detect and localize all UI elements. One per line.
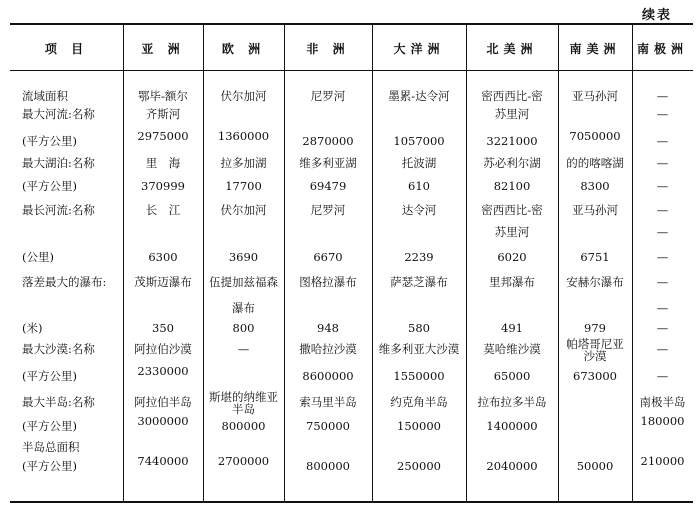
table-cell: — bbox=[656, 107, 669, 121]
table-cell: 2239 bbox=[404, 250, 434, 264]
table-cell: 的的喀喀湖 bbox=[566, 156, 624, 170]
table-cell: 维多利亚湖 bbox=[299, 156, 357, 170]
table-cell: — bbox=[656, 203, 669, 217]
table-cell: 673000 bbox=[573, 369, 617, 383]
table-cell: — bbox=[656, 275, 669, 289]
column-header: 非 洲 bbox=[306, 41, 350, 56]
table-cell: 1057000 bbox=[393, 134, 445, 148]
table-top-rule bbox=[10, 23, 693, 25]
table-cell: 50000 bbox=[576, 459, 614, 473]
table-cell: 里邦瀑布 bbox=[489, 275, 535, 289]
table-cell: 979 bbox=[584, 321, 606, 335]
row-label: (平方公里) bbox=[22, 179, 77, 193]
table-cell: — bbox=[656, 342, 669, 356]
table-cell: 2330000 bbox=[137, 364, 189, 378]
table-cell: 8600000 bbox=[302, 369, 354, 383]
column-header: 项 目 bbox=[44, 41, 89, 56]
row-label: (平方公里) bbox=[22, 134, 77, 148]
table-cell: 尼罗河 bbox=[310, 89, 346, 103]
table-cell: 南极半岛 bbox=[639, 395, 686, 409]
table-cell: 达令河 bbox=[401, 203, 437, 217]
table-cell: 69479 bbox=[309, 179, 347, 193]
table-cell: 3690 bbox=[228, 250, 259, 264]
table-cell: 1400000 bbox=[486, 419, 538, 433]
row-label: (平方公里) bbox=[22, 419, 77, 433]
table-cell: 2870000 bbox=[302, 134, 354, 148]
column-header: 南极洲 bbox=[636, 41, 688, 56]
table-cell: 1360000 bbox=[217, 129, 270, 143]
table-cell: 尼罗河 bbox=[310, 203, 346, 217]
table-cell: 180000 bbox=[640, 414, 685, 428]
column-header: 亚 洲 bbox=[141, 41, 185, 56]
table-cell: — bbox=[656, 89, 669, 103]
table-cell: 580 bbox=[408, 321, 430, 335]
table-cell: — bbox=[656, 250, 669, 264]
row-label: 最长河流:名称 bbox=[22, 203, 95, 217]
table-cell: 210000 bbox=[640, 454, 685, 468]
row-label: (平方公里) bbox=[22, 459, 77, 473]
row-label: 最大河流:名称 bbox=[22, 107, 95, 121]
column-header: 大洋洲 bbox=[393, 41, 445, 56]
table-cell: 撒哈拉沙漠 bbox=[299, 342, 357, 356]
table-cell: 3221000 bbox=[486, 134, 538, 148]
table-cell: 齐斯河 bbox=[145, 107, 181, 121]
table-cell: 托波湖 bbox=[401, 156, 437, 170]
table-cell: 491 bbox=[501, 321, 523, 335]
table-cell: 茂斯迈瀑布 bbox=[134, 275, 192, 289]
row-label: (米) bbox=[22, 321, 43, 335]
table-cell: — bbox=[237, 342, 250, 356]
row-label: 流域面积 bbox=[22, 89, 68, 103]
table-cell: 2700000 bbox=[217, 454, 270, 468]
table-cell: 苏里河 bbox=[494, 225, 530, 239]
table-cell: — bbox=[656, 179, 669, 193]
table-cell: 1550000 bbox=[393, 369, 445, 383]
row-label: (平方公里) bbox=[22, 369, 77, 383]
table-cell: 亚马孙河 bbox=[572, 89, 618, 103]
row-label: 最大半岛:名称 bbox=[22, 395, 95, 409]
table-cell: 610 bbox=[408, 179, 430, 193]
table-cell: 250000 bbox=[397, 459, 441, 473]
column-header: 南美洲 bbox=[569, 41, 621, 56]
table-cell: 索马里半岛 bbox=[299, 395, 357, 409]
table-cell: — bbox=[656, 301, 669, 315]
table-cell: — bbox=[656, 369, 669, 383]
table-cell: 密西西比-密 bbox=[481, 89, 543, 103]
table-bottom-rule bbox=[10, 501, 693, 503]
table-cell: 图格拉瀑布 bbox=[299, 275, 357, 289]
table-cell: 帕塔哥尼亚沙漠 bbox=[566, 337, 624, 363]
table-cell: 6670 bbox=[313, 250, 343, 264]
table-cell: 密西西比-密 bbox=[481, 203, 543, 217]
continued-label: 续表 bbox=[641, 8, 672, 23]
table-cell: 墨累-达令河 bbox=[388, 89, 450, 103]
row-label: 半岛总面积 bbox=[22, 440, 80, 454]
table-cell: 瀑布 bbox=[232, 301, 255, 315]
table-cell: 800000 bbox=[306, 459, 350, 473]
table-cell: 750000 bbox=[306, 419, 350, 433]
table-cell: 6020 bbox=[497, 250, 527, 264]
table-cell: — bbox=[656, 321, 669, 335]
row-label: 最大湖泊:名称 bbox=[22, 156, 95, 170]
table-cell: 阿拉伯沙漠 bbox=[134, 342, 192, 356]
table-cell: 里 海 bbox=[145, 156, 181, 170]
table-cell: — bbox=[656, 225, 669, 239]
table-cell: 948 bbox=[317, 321, 339, 335]
table-cell: 6300 bbox=[148, 250, 178, 264]
table-cell: 约克角半岛 bbox=[390, 395, 448, 409]
row-label: 最大沙漠:名称 bbox=[22, 342, 95, 356]
table-cell: 拉布拉多半岛 bbox=[477, 395, 547, 409]
table-cell: 800 bbox=[232, 321, 255, 335]
table-cell: 8300 bbox=[580, 179, 610, 193]
row-label: 落差最大的瀑布: bbox=[22, 275, 107, 289]
table-cell: 亚马孙河 bbox=[572, 203, 618, 217]
table-cell: 370999 bbox=[141, 179, 185, 193]
table-cell: 苏必利尔湖 bbox=[483, 156, 541, 170]
table-cell: 6751 bbox=[580, 250, 610, 264]
table-cell: 65000 bbox=[493, 369, 531, 383]
table-cell: 2040000 bbox=[486, 459, 538, 473]
table-cell: 安赫尔瀑布 bbox=[566, 275, 624, 289]
table-cell: 7050000 bbox=[569, 129, 621, 143]
table-cell: — bbox=[656, 156, 669, 170]
table-cell: 2975000 bbox=[137, 129, 189, 143]
header-rule bbox=[10, 70, 693, 71]
table-cell: 150000 bbox=[397, 419, 441, 433]
table-cell: 维多利亚大沙漠 bbox=[378, 342, 460, 356]
table-cell: 萨瑟芝瀑布 bbox=[390, 275, 448, 289]
table-cell: 伏尔加河 bbox=[220, 203, 267, 217]
table-cell: 苏里河 bbox=[494, 107, 530, 121]
table-cell: 伏尔加河 bbox=[220, 89, 267, 103]
row-label: (公里) bbox=[22, 250, 54, 264]
table-cell: 17700 bbox=[225, 179, 262, 193]
table-cell: 莫哈维沙漠 bbox=[483, 342, 541, 356]
table-cell: 82100 bbox=[493, 179, 531, 193]
table-cell: 7440000 bbox=[137, 454, 189, 468]
column-header: 欧 洲 bbox=[221, 41, 266, 56]
table-cell: 350 bbox=[152, 321, 174, 335]
table-cell: 3000000 bbox=[137, 414, 189, 428]
table-cell: 斯堪的纳维亚半岛 bbox=[209, 390, 278, 416]
table-cell: — bbox=[656, 134, 669, 148]
table-cell: 阿拉伯半岛 bbox=[134, 395, 192, 409]
table-cell: 伍提加兹福森 bbox=[209, 275, 278, 289]
column-header: 北美洲 bbox=[486, 41, 538, 56]
table-cell: 800000 bbox=[221, 419, 266, 433]
table-cell: 长 江 bbox=[145, 203, 181, 217]
table-cell: 鄂毕-额尔 bbox=[138, 89, 188, 103]
table-cell: 拉多加湖 bbox=[220, 156, 267, 170]
